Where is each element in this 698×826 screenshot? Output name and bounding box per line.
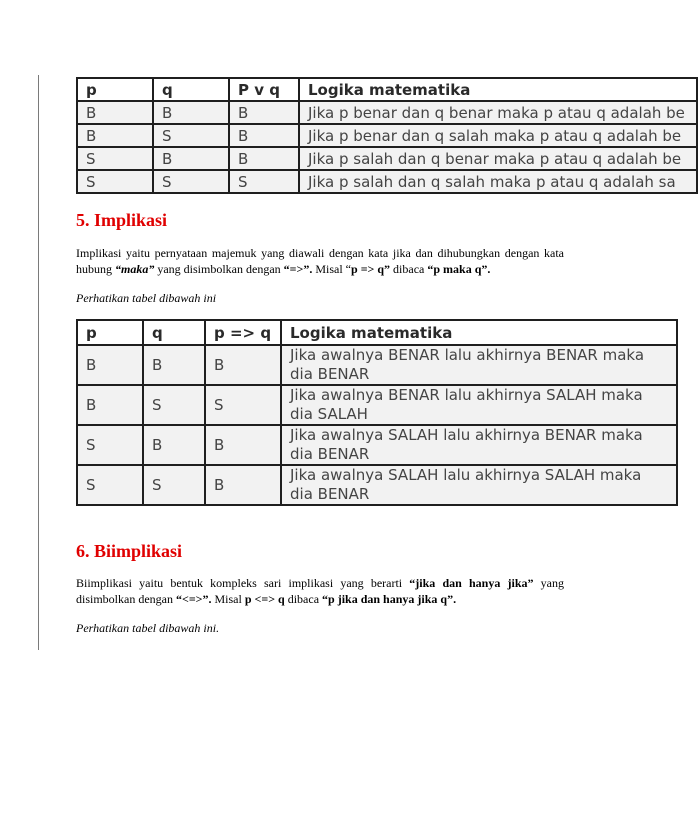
- table-cell: Jika awalnya SALAH lalu akhirnya BENAR maka dia BENAR: [281, 425, 677, 465]
- table-cell: Jika p salah dan q benar maka p atau q adalah be: [299, 147, 697, 170]
- table-note: Perhatikan tabel dibawah ini.: [76, 621, 220, 635]
- table-row: [77, 465, 677, 505]
- table-cell: S: [77, 465, 143, 505]
- paragraph-implikasi: [76, 245, 564, 277]
- table-header-cell: p: [77, 78, 153, 101]
- table-header-row: [77, 320, 677, 345]
- table-header-cell: p: [77, 320, 143, 345]
- bold-text: p <=> q: [244, 592, 285, 606]
- table-row: [77, 124, 697, 147]
- bold-text: “p jika dan hanya jika q”.: [322, 592, 457, 606]
- table-cell: Jika awalnya BENAR lalu akhirnya BENAR maka dia BENAR: [281, 345, 677, 385]
- table-cell: B: [77, 124, 153, 147]
- table-cell: S: [153, 170, 229, 193]
- text-span: Misal “: [312, 262, 352, 276]
- table-cell: B: [77, 345, 143, 385]
- table-header-cell: Logika matematika: [281, 320, 677, 345]
- table-cell: S: [143, 385, 205, 425]
- text-span: dibaca: [390, 262, 428, 276]
- table-cell: B: [153, 101, 229, 124]
- table-cell: S: [77, 170, 153, 193]
- table-cell: S: [229, 170, 299, 193]
- text-span: yang disimbolkan dengan: [154, 262, 284, 276]
- bold-text: “maka”: [115, 262, 155, 276]
- section-heading-biimplikasi: 6. Biimplikasi: [76, 541, 183, 561]
- table-cell: B: [143, 345, 205, 385]
- table-cell: S: [205, 385, 281, 425]
- table-cell: Jika p benar dan q salah maka p atau q adalah be: [299, 124, 697, 147]
- table-cell: B: [77, 101, 153, 124]
- section-heading-implikasi: 5. Implikasi: [76, 210, 168, 230]
- table-header-cell: q: [153, 78, 229, 101]
- text-span: Implikasi yaitu pernyataan majemuk yang diawali dengan kata jika dan dihubungkan dengan kata hubung: [76, 246, 564, 276]
- table-header-cell: p => q: [205, 320, 281, 345]
- text-span: Misal: [211, 592, 245, 606]
- text-span: yang disimbolkan dengan: [76, 576, 565, 606]
- table-cell: B: [229, 101, 299, 124]
- table-cell: Jika p benar dan q benar maka p atau q adalah be: [299, 101, 697, 124]
- table-header-cell: Logika matematika: [299, 78, 697, 101]
- table-header-cell: P v q: [229, 78, 299, 101]
- table-cell: S: [77, 425, 143, 465]
- table-row: [77, 147, 697, 170]
- table-header-cell: q: [143, 320, 205, 345]
- table-cell: Jika awalnya SALAH lalu akhirnya SALAH maka dia BENAR: [281, 465, 677, 505]
- bold-text: p => q”: [351, 262, 391, 276]
- truth-table-disjunction: [76, 77, 685, 194]
- table-cell: S: [77, 147, 153, 170]
- text-span: Biimplikasi yaitu bentuk kompleks sari implikasi yang berarti: [76, 576, 410, 590]
- table-cell: B: [153, 147, 229, 170]
- table-cell: Jika p salah dan q salah maka p atau q adalah sa: [299, 170, 697, 193]
- table-header-row: [77, 78, 697, 101]
- bold-text: “jika dan hanya jika”: [409, 576, 534, 590]
- table-row: [77, 385, 677, 425]
- table-note: Perhatikan tabel dibawah ini: [76, 291, 217, 305]
- paragraph-biimplikasi: [76, 575, 564, 607]
- table-cell: B: [205, 465, 281, 505]
- table-row: [77, 170, 697, 193]
- table-cell: S: [143, 465, 205, 505]
- table-row: [77, 345, 677, 385]
- table-cell: Jika awalnya BENAR lalu akhirnya SALAH maka dia SALAH: [281, 385, 677, 425]
- table-cell: B: [143, 425, 205, 465]
- table-cell: S: [153, 124, 229, 147]
- truth-table-implication: [76, 319, 645, 506]
- bold-text: “=>”.: [283, 262, 313, 276]
- bold-text: “p maka q”.: [427, 262, 491, 276]
- table-cell: B: [77, 385, 143, 425]
- table-row: [77, 425, 677, 465]
- text-span: dibaca: [284, 592, 323, 606]
- table-cell: B: [229, 147, 299, 170]
- table-cell: B: [205, 425, 281, 465]
- page-margin-line: [38, 75, 39, 650]
- bold-text: “<=>”.: [175, 592, 212, 606]
- table-row: [77, 101, 697, 124]
- table-cell: B: [205, 345, 281, 385]
- table-cell: B: [229, 124, 299, 147]
